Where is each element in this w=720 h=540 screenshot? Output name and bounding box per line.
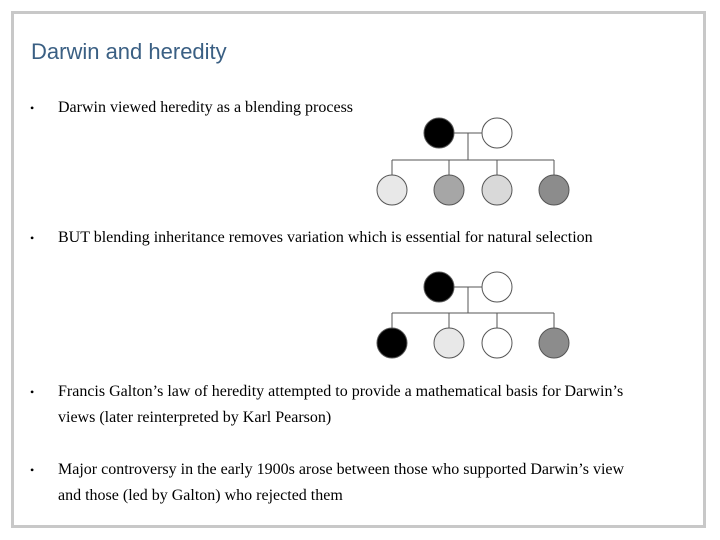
offspring-node [482, 328, 512, 358]
bullet-marker: • [30, 231, 35, 245]
pedigree-blending [377, 118, 569, 205]
offspring-node [434, 328, 464, 358]
slide-title: Darwin and heredity [31, 39, 227, 64]
offspring-node [377, 328, 407, 358]
pedigree-particulate [377, 272, 569, 358]
offspring-node [539, 328, 569, 358]
parent-node [482, 118, 512, 148]
parent-node [424, 272, 454, 302]
offspring-node [539, 175, 569, 205]
parent-node [424, 118, 454, 148]
bullet-text: Darwin viewed heredity as a blending process [58, 99, 354, 116]
bullet-text: Francis Galton’s law of heredity attempted to provide a mathematical basis for Darwin’s views (later reinterpreted by Karl Pearson) [58, 383, 624, 426]
bullet-marker: • [30, 463, 35, 477]
bullet-marker: • [30, 101, 35, 115]
bullet-marker: • [30, 385, 35, 399]
parent-node [482, 272, 512, 302]
offspring-node [377, 175, 407, 205]
offspring-node [434, 175, 464, 205]
bullet-text: BUT blending inheritance removes variation which is essential for natural selection [58, 229, 593, 246]
bullet-text: Major controversy in the early 1900s arose between those who supported Darwin’s view and those (led by Galton) who rejected them [58, 461, 625, 504]
offspring-node [482, 175, 512, 205]
